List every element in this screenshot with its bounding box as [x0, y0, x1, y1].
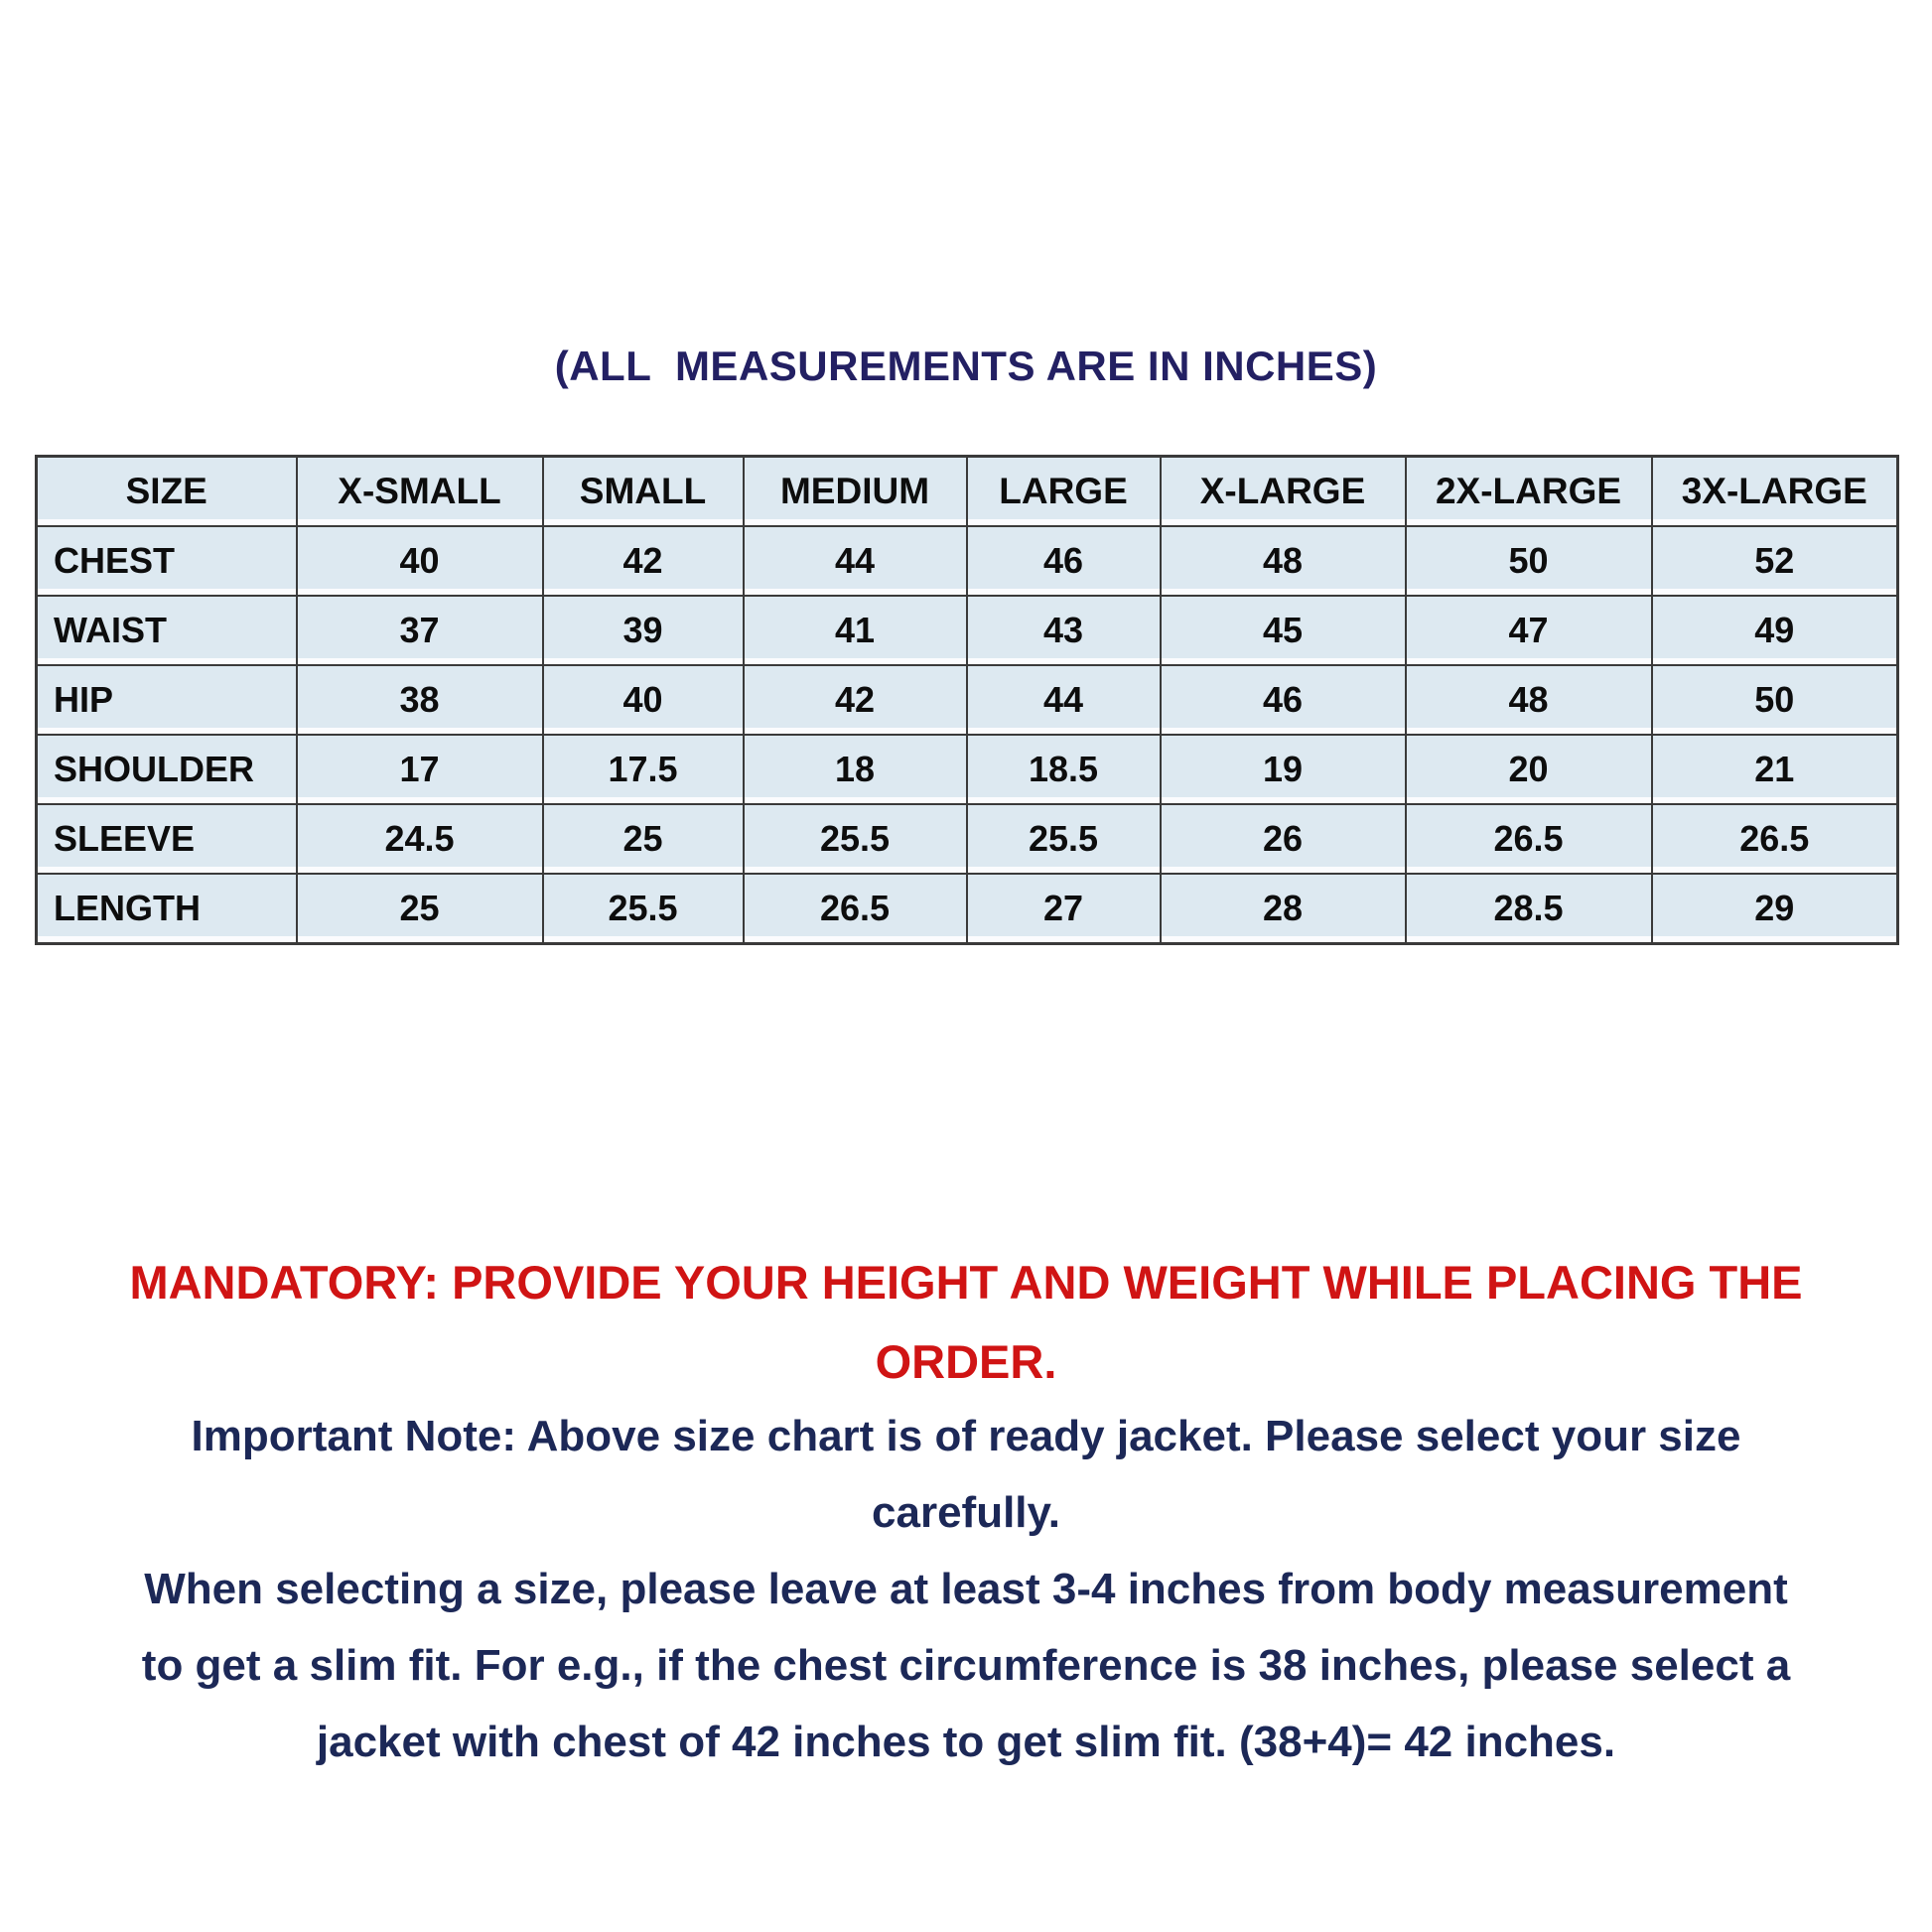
important-note-line: Important Note: Above size chart is of ready jacket. Please select your size: [191, 1412, 1741, 1460]
table-row-length: [37, 874, 1898, 944]
size-value-cell: 41: [744, 596, 967, 665]
size-chart-table: [35, 455, 1899, 945]
size-value-cell: 52: [1652, 526, 1898, 596]
size-value-cell: 45: [1161, 596, 1406, 665]
size-value-cell: 18.5: [967, 735, 1161, 804]
column-header-2x-large: 2X-LARGE: [1406, 457, 1652, 527]
table-row-hip: [37, 665, 1898, 735]
column-header-small: SMALL: [543, 457, 744, 527]
size-value-cell: 25: [543, 804, 744, 874]
column-header-large: LARGE: [967, 457, 1161, 527]
row-label-sleeve: SLEEVE: [37, 804, 297, 874]
important-note: [0, 1398, 1932, 1551]
column-header-medium: MEDIUM: [744, 457, 967, 527]
size-value-cell: 28: [1161, 874, 1406, 944]
size-value-cell: 29: [1652, 874, 1898, 944]
mandatory-note-line: ORDER.: [875, 1335, 1057, 1388]
row-label-shoulder: SHOULDER: [37, 735, 297, 804]
size-value-cell: 26: [1161, 804, 1406, 874]
column-header-size: SIZE: [37, 457, 297, 527]
size-value-cell: 19: [1161, 735, 1406, 804]
sizing-advice-line: jacket with chest of 42 inches to get slim fit. (38+4)= 42 inches.: [316, 1718, 1616, 1766]
table-row-shoulder: [37, 735, 1898, 804]
size-value-cell: 26.5: [1652, 804, 1898, 874]
size-value-cell: 27: [967, 874, 1161, 944]
sizing-advice-line: When selecting a size, please leave at least 3-4 inches from body measurement: [144, 1565, 1788, 1613]
size-value-cell: 25.5: [543, 874, 744, 944]
size-value-cell: 42: [543, 526, 744, 596]
mandatory-note: [0, 1243, 1932, 1402]
header-row: [37, 457, 1898, 527]
table-row-chest: [37, 526, 1898, 596]
size-value-cell: 44: [744, 526, 967, 596]
size-value-cell: 46: [967, 526, 1161, 596]
size-value-cell: 46: [1161, 665, 1406, 735]
column-header-3x-large: 3X-LARGE: [1652, 457, 1898, 527]
size-value-cell: 38: [297, 665, 543, 735]
row-label-length: LENGTH: [37, 874, 297, 944]
important-note-line: carefully.: [872, 1488, 1060, 1537]
size-value-cell: 39: [543, 596, 744, 665]
size-value-cell: 43: [967, 596, 1161, 665]
row-label-hip: HIP: [37, 665, 297, 735]
size-value-cell: 25.5: [744, 804, 967, 874]
table-row-sleeve: [37, 804, 1898, 874]
size-value-cell: 48: [1161, 526, 1406, 596]
size-value-cell: 28.5: [1406, 874, 1652, 944]
size-value-cell: 50: [1406, 526, 1652, 596]
size-value-cell: 18: [744, 735, 967, 804]
sizing-advice-line: to get a slim fit. For e.g., if the chest circumference is 38 inches, please select a: [141, 1641, 1791, 1690]
size-value-cell: 26.5: [1406, 804, 1652, 874]
size-value-cell: 25.5: [967, 804, 1161, 874]
page-title: (ALL MEASUREMENTS ARE IN INCHES): [554, 343, 1378, 389]
size-value-cell: 49: [1652, 596, 1898, 665]
size-value-cell: 24.5: [297, 804, 543, 874]
size-value-cell: 50: [1652, 665, 1898, 735]
row-label-chest: CHEST: [37, 526, 297, 596]
size-value-cell: 42: [744, 665, 967, 735]
column-header-x-large: X-LARGE: [1161, 457, 1406, 527]
size-value-cell: 40: [543, 665, 744, 735]
size-value-cell: 25: [297, 874, 543, 944]
size-value-cell: 47: [1406, 596, 1652, 665]
table-row-waist: [37, 596, 1898, 665]
column-header-x-small: X-SMALL: [297, 457, 543, 527]
size-value-cell: 48: [1406, 665, 1652, 735]
mandatory-note-line: MANDATORY: PROVIDE YOUR HEIGHT AND WEIGHT WHILE PLACING THE: [129, 1256, 1803, 1309]
size-value-cell: 21: [1652, 735, 1898, 804]
sizing-advice: [0, 1551, 1932, 1780]
size-value-cell: 26.5: [744, 874, 967, 944]
size-value-cell: 20: [1406, 735, 1652, 804]
size-value-cell: 37: [297, 596, 543, 665]
size-value-cell: 17.5: [543, 735, 744, 804]
row-label-waist: WAIST: [37, 596, 297, 665]
size-value-cell: 17: [297, 735, 543, 804]
size-value-cell: 44: [967, 665, 1161, 735]
size-value-cell: 40: [297, 526, 543, 596]
